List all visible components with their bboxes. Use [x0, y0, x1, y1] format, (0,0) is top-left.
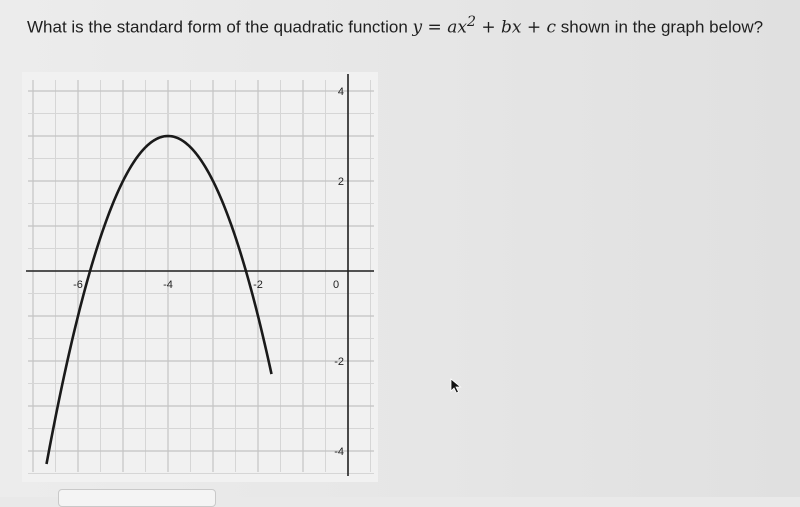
question-suffix: shown in the graph below?: [556, 17, 764, 37]
math-equals: =: [422, 17, 448, 38]
y-tick-label: -2: [334, 356, 344, 368]
y-tick-label: 4: [337, 86, 344, 98]
y-tick-label: -4: [334, 446, 344, 458]
x-tick-label: -4: [163, 279, 173, 291]
graph-svg: [22, 72, 378, 482]
x-tick-label: -6: [73, 279, 83, 291]
math-bx-c: + bx + c: [475, 17, 557, 38]
question-prefix: What is the standard form of the quadratic function: [27, 17, 413, 37]
math-y: y: [412, 17, 423, 38]
y-tick-label: 2: [337, 176, 344, 188]
question-text: [27, 8, 767, 42]
mouse-pointer-icon: [450, 378, 462, 394]
parabola-graph: [22, 72, 378, 482]
answer-input[interactable]: [58, 489, 216, 507]
math-ax: ax: [447, 17, 467, 38]
x-tick-label: -2: [253, 279, 263, 291]
x-tick-label: 0: [332, 279, 340, 291]
graph-background: [22, 72, 378, 482]
math-exponent: 2: [466, 14, 476, 30]
